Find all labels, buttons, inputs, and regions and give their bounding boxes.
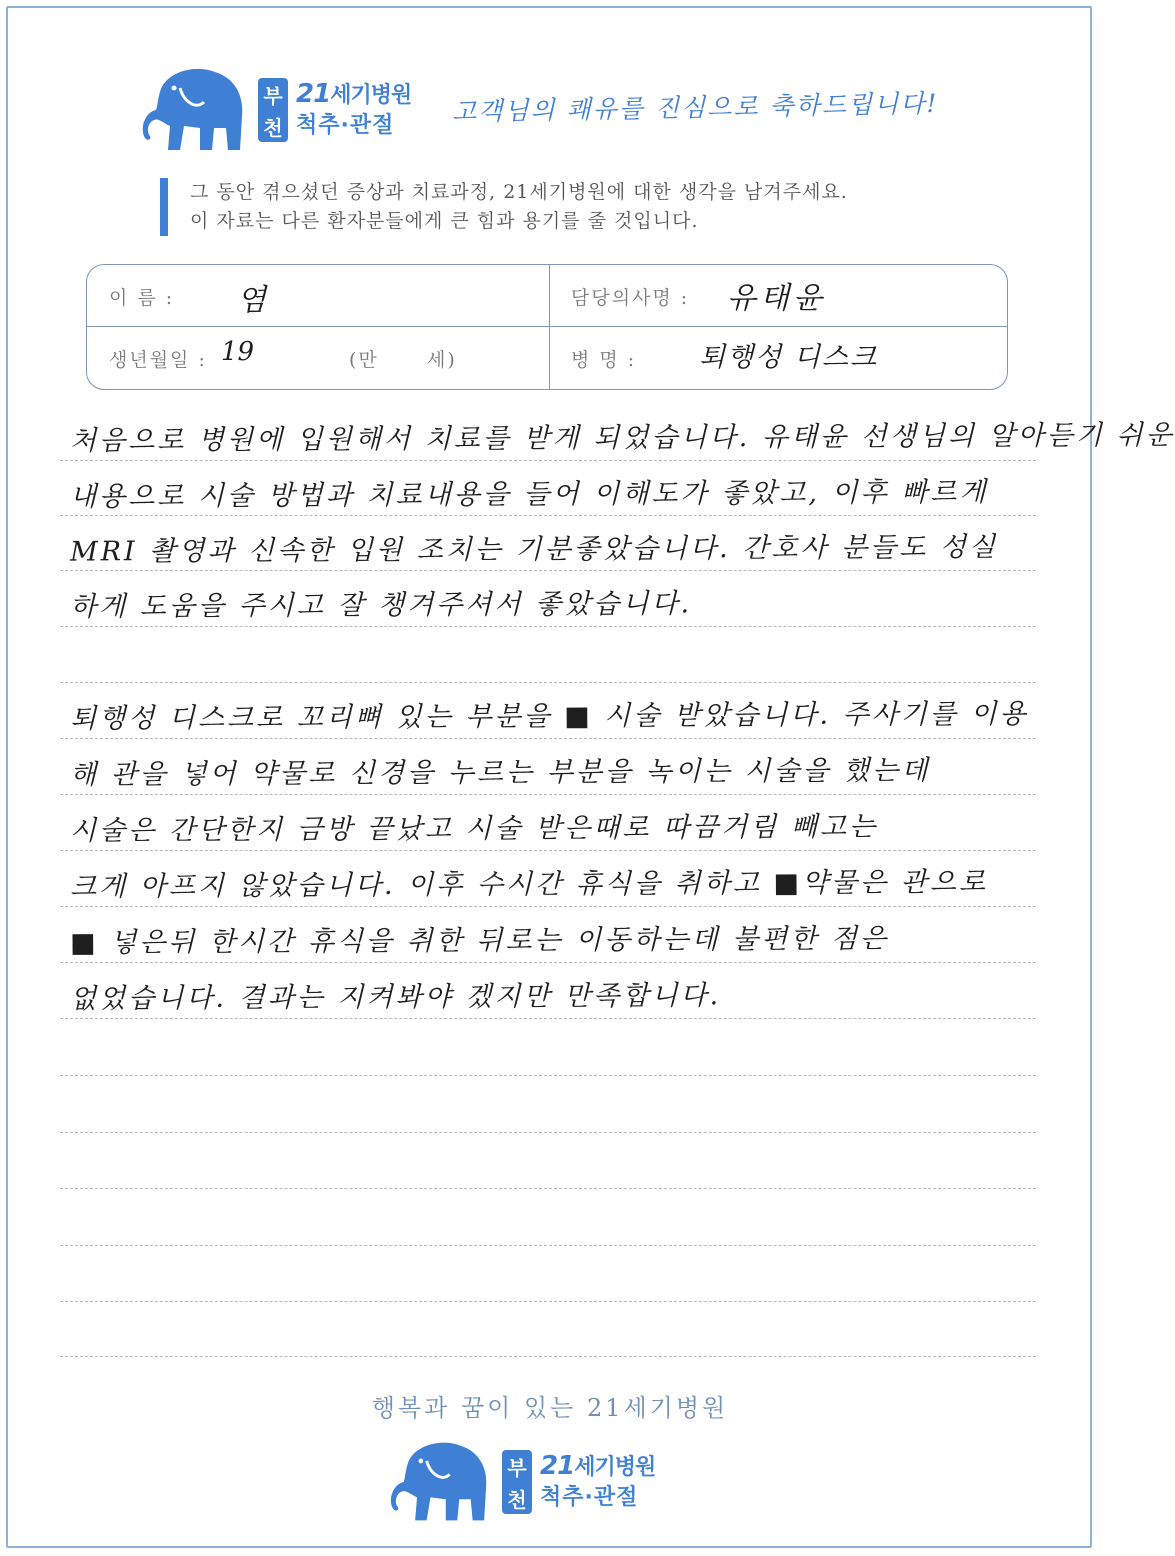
diagnosis-value: 퇴행성 디스크	[699, 342, 879, 373]
age-open: (만	[349, 349, 379, 371]
ruled-line	[60, 1075, 1036, 1076]
brand-subtitle: 척추·관절	[540, 1485, 639, 1510]
brand-name: 세기병원	[330, 83, 412, 108]
logo-badge	[502, 1450, 532, 1514]
header-logo	[140, 62, 411, 158]
ruled-line	[60, 906, 1036, 907]
testimonial-line: 크게 아프지 않았습니다. 이후 수시간 휴식을 취하고 ■약물은 관으로	[69, 866, 989, 903]
footer-logo	[388, 1436, 655, 1528]
testimonial-line: 시술은 간단한지 금방 끝났고 시술 받은때로 따끔거림 빼고는	[69, 811, 879, 847]
greeting-text: 고객님의 쾌유를 진심으로 축하드립니다!	[451, 88, 939, 127]
info-divider-vertical	[549, 265, 550, 389]
ruled-line	[60, 570, 1036, 571]
logo-text	[540, 1451, 655, 1513]
elephant-icon	[140, 62, 250, 158]
elephant-icon	[388, 1436, 494, 1528]
intro-line-1: 그 동안 겪으셨던 증상과 치료과정, 21세기병원에 대한 생각을 남겨주세요.	[190, 181, 848, 203]
patient-info-box	[86, 264, 1008, 390]
badge-bottom: 천	[263, 115, 283, 140]
brand-subtitle: 척추·관절	[296, 113, 395, 138]
ruled-line	[60, 682, 1036, 683]
testimonial-line: 퇴행성 디스크로 꼬리뼈 있는 부분을 ■ 시술 받았습니다. 주사기를 이용	[69, 698, 1029, 735]
ruled-line	[60, 1018, 1036, 1019]
testimonial-line: 없었습니다. 결과는 지켜봐야 겠지만 만족합니다.	[69, 980, 722, 1015]
ruled-line	[60, 1132, 1036, 1133]
ruled-line	[60, 850, 1036, 851]
badge-top: 부	[263, 83, 283, 108]
ruled-line	[60, 626, 1036, 627]
ruled-line	[60, 962, 1036, 963]
intro-note	[160, 178, 848, 236]
intro-line-2: 이 자료는 다른 환자분들에게 큰 힘과 용기를 줄 것입니다.	[190, 210, 699, 232]
testimonial-line: ■ 넣은뒤 한시간 휴식을 취한 뒤로는 이동하는데 불편한 점은	[69, 923, 890, 959]
ruled-line	[60, 738, 1036, 739]
ruled-line	[60, 460, 1036, 461]
name-label: 이 름 :	[109, 287, 175, 309]
logo-badge	[258, 78, 288, 142]
ruled-line	[60, 515, 1036, 516]
diagnosis-label: 병 명 :	[571, 349, 637, 371]
testimonial-line: 하게 도움을 주시고 잘 챙겨주셔서 좋았습니다.	[69, 588, 693, 623]
brand-number: 21	[540, 1451, 575, 1481]
doctor-label: 담당의사명 :	[571, 287, 690, 309]
birth-label: 생년월일 :	[109, 349, 207, 371]
info-divider-horizontal	[87, 326, 1007, 327]
brand-number: 21	[296, 79, 331, 109]
testimonial-line: 내용으로 시술 방법과 치료내용을 들어 이해도가 좋았고, 이후 빠르게	[69, 476, 989, 513]
testimonial-line: 처음으로 병원에 입원해서 치료를 받게 되었습니다. 유태윤 선생님의 알아듣기 쉬운	[69, 419, 1175, 457]
logo-text	[296, 79, 411, 141]
testimonial-line: 해 관을 넣어 약물로 신경을 누르는 부분을 녹이는 시술을 했는데	[69, 755, 931, 791]
badge-bottom: 천	[507, 1487, 527, 1512]
ruled-line	[60, 1188, 1036, 1189]
age-close: 세)	[427, 349, 457, 371]
footer-slogan: 행복과 꿈이 있는 21세기병원	[371, 1394, 729, 1422]
ruled-line	[60, 794, 1036, 795]
testimonial-line: MRI 촬영과 신속한 입원 조치는 기분좋았습니다. 간호사 분들도 성실	[69, 531, 999, 568]
birth-value: 19	[221, 337, 255, 367]
ruled-line	[60, 1356, 1036, 1357]
ruled-line	[60, 1301, 1036, 1302]
ruled-line	[60, 1245, 1036, 1246]
doctor-value: 유태윤	[727, 281, 826, 316]
brand-name: 세기병원	[574, 1455, 656, 1480]
name-value: 염	[237, 283, 266, 318]
badge-top: 부	[507, 1455, 527, 1480]
